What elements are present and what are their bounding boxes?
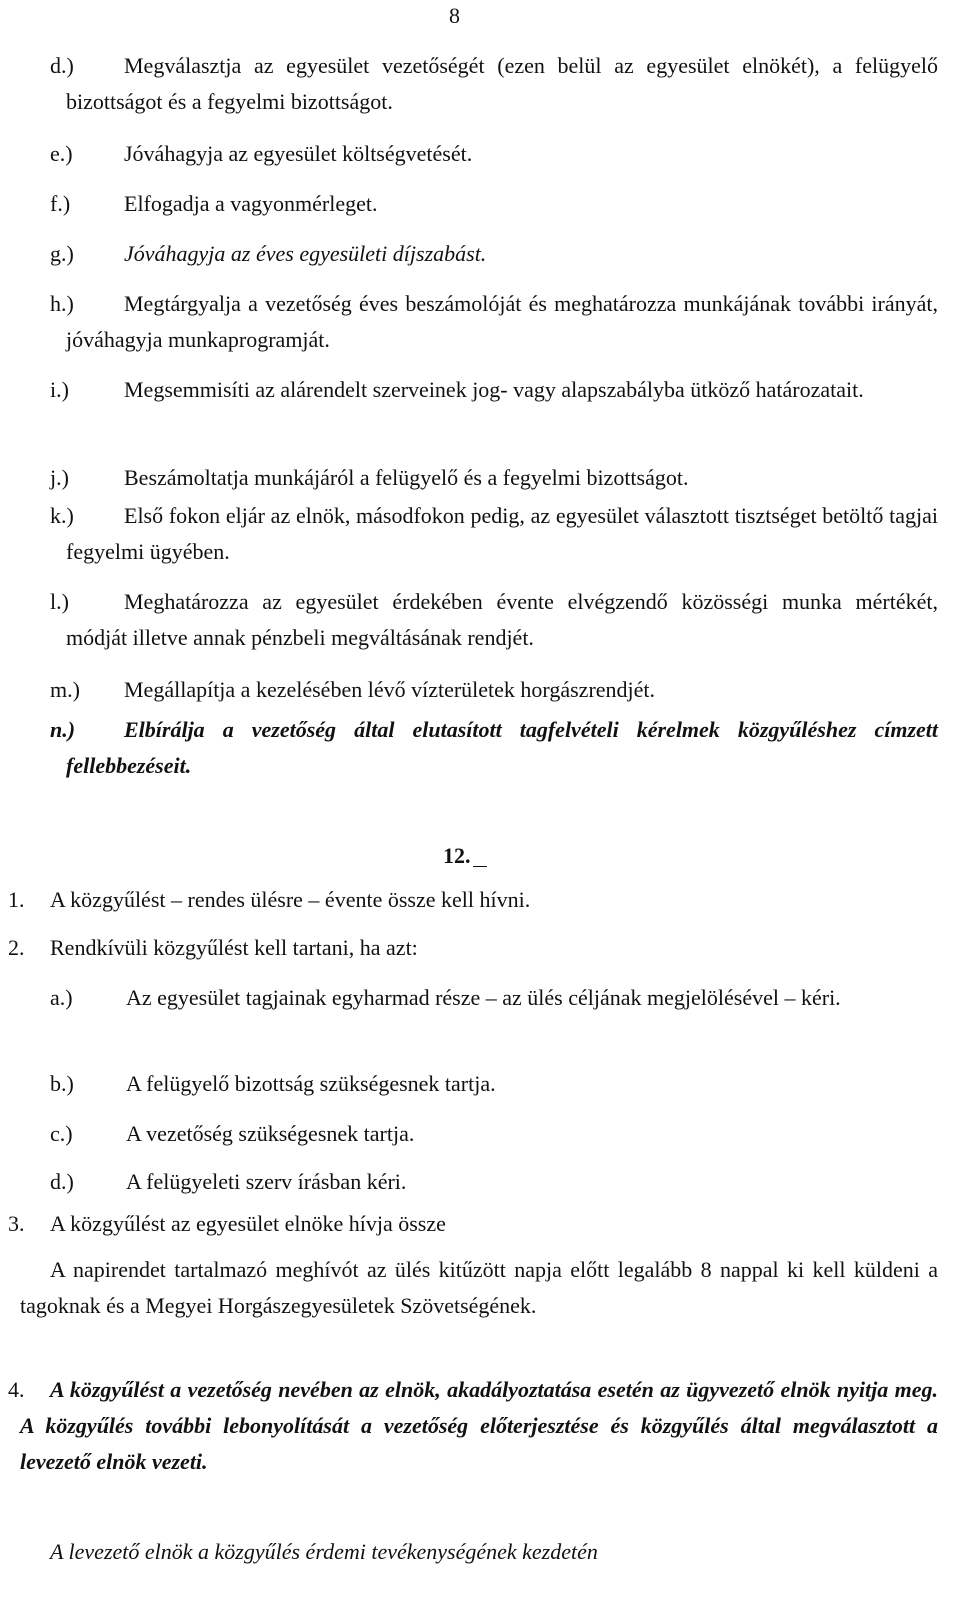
list-item-label: j.)	[50, 465, 69, 490]
paragraph-number: 2.	[8, 935, 25, 960]
section-title	[443, 838, 487, 874]
list-item-text: Első fokon eljár az elnök, másodfokon pedig, az egyesület választott tisztséget betöltő tagjai fegyelmi ügyében.	[66, 503, 938, 564]
list-item-text: A felügyelő bizottság szükségesnek tartja.	[126, 1071, 496, 1096]
paragraph-4-text: A közgyűlést a vezetőség nevében az elnök, akadályoztatása esetén az ügyvezető elnök nyitja meg. A közgyűlés további lebonyolítását a vezetőség előterjesztése és közgyűlés által megválasztott a levezető elnök vezeti.	[20, 1377, 938, 1474]
list-item-text: Jóváhagyja az egyesület költségvetését.	[124, 141, 473, 166]
list-item-text: Elfogadja a vagyonmérleget.	[124, 191, 378, 216]
list-item-label: m.)	[50, 677, 80, 702]
paragraph-text: A közgyűlést az egyesület elnöke hívja össze	[50, 1211, 446, 1236]
page-number: 8	[449, 3, 460, 28]
paragraph-3-continuation: A napirendet tartalmazó meghívót az ülés kitűzött napja előtt legalább 8 nappal ki kell küldeni a tagoknak és a Megyei Horgászegyesületek Szövetségének.	[20, 1257, 938, 1318]
list-item-text: Megválasztja az egyesület vezetőségét (ezen belül az egyesület elnökét), a felügyelő bizottságot és a fegyelmi bizottságot.	[66, 53, 938, 114]
list-item-text: Megtárgyalja a vezetőség éves beszámolóját és meghatározza munkájának további irányát, jóváhagyja munkaprogramját.	[66, 291, 938, 352]
list-item-label: c.)	[50, 1121, 73, 1146]
list-item-label: g.)	[50, 241, 74, 266]
section-mark	[473, 848, 487, 867]
list-item-text: Elbírálja a vezetőség által elutasított tagfelvételi kérelmek közgyűléshez címzett fellebbezéseit.	[66, 717, 938, 778]
list-item-label: f.)	[50, 191, 71, 216]
list-item-text: A felügyeleti szerv írásban kéri.	[126, 1169, 407, 1194]
list-item-label: i.)	[50, 377, 69, 402]
paragraph-text: Rendkívüli közgyűlést kell tartani, ha azt:	[50, 935, 418, 960]
paragraph-number: 1.	[8, 887, 25, 912]
paragraph-number: 3.	[8, 1211, 25, 1236]
list-item-label: h.)	[50, 291, 74, 316]
list-item-text: Az egyesület tagjainak egyharmad része – az ülés céljának megjelölésével – kéri.	[126, 985, 841, 1010]
list-item-label: d.)	[50, 1169, 74, 1194]
list-item-text: A vezetőség szükségesnek tartja.	[126, 1121, 415, 1146]
list-item-label: l.)	[50, 589, 69, 614]
list-item-label: n.)	[50, 717, 76, 742]
list-item-label: a.)	[50, 985, 73, 1010]
list-item-text: Meghatározza az egyesület érdekében évente elvégzendő közösségi munka mértékét, módját illetve annak pénzbeli megváltásának rendjét.	[66, 589, 938, 650]
paragraph-number: 4.	[8, 1377, 25, 1402]
list-item-text: Jóváhagyja az éves egyesületi díjszabást.	[124, 241, 487, 266]
paragraph-text: A közgyűlést – rendes ülésre – évente össze kell hívni.	[50, 887, 531, 912]
footer-line: A levezető elnök a közgyűlés érdemi tevékenységének kezdetén	[50, 1539, 598, 1564]
list-item-label: d.)	[50, 53, 74, 78]
list-item-label: b.)	[50, 1071, 74, 1096]
list-item-text: Megállapítja a kezelésében lévő vízterületek horgászrendjét.	[124, 677, 656, 702]
list-item-label: e.)	[50, 141, 73, 166]
list-item-label: k.)	[50, 503, 74, 528]
list-item-text: Megsemmisíti az alárendelt szerveinek jog- vagy alapszabályba ütköző határozatait.	[124, 377, 864, 402]
section-number: 12.	[443, 843, 471, 868]
list-item-text: Beszámoltatja munkájáról a felügyelő és a fegyelmi bizottságot.	[124, 465, 689, 490]
